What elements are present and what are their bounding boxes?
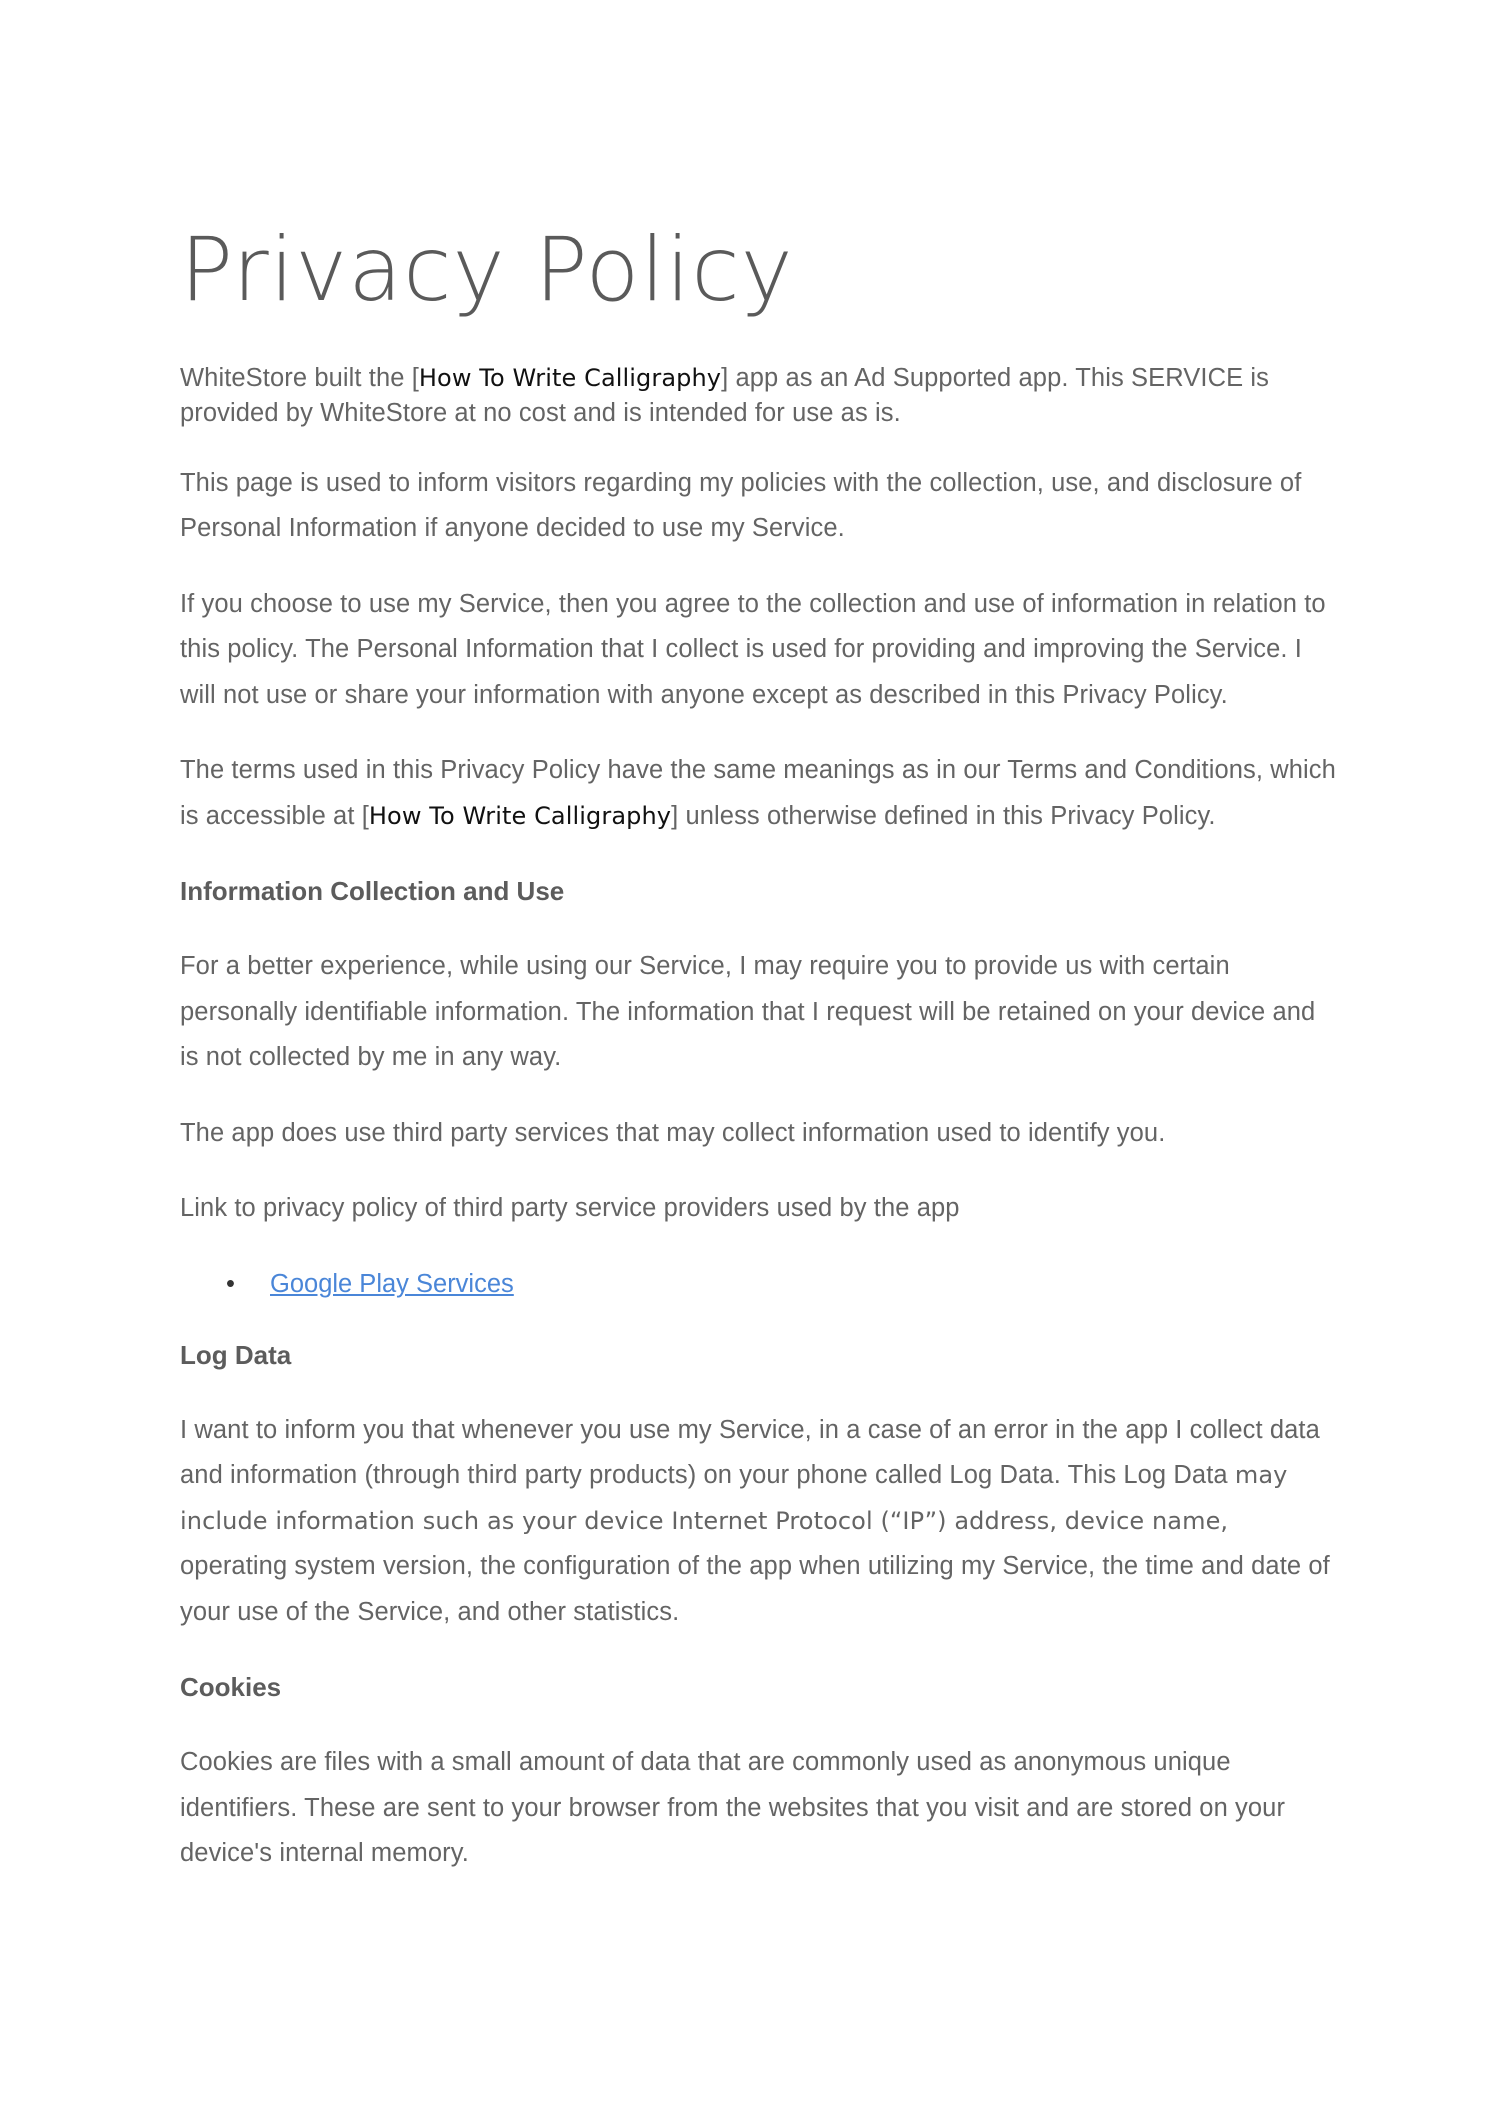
section-heading-information-collection: Information Collection and Use [180,876,565,907]
section-heading-cookies: Cookies [180,1672,282,1703]
list-item [226,1262,1340,1307]
intro-paragraph [180,361,1340,431]
intro-text-post: ] app as an Ad Supported app. This SERVICE is provided by WhiteStore at no cost and is intended for use as is. [180,363,1270,427]
log-data-paragraph [180,1408,1340,1636]
intro-text-pre: WhiteStore built the [ [180,363,419,392]
page-title: Privacy Policy [180,218,794,321]
terms-text-pre: The terms used in this Privacy Policy have the same meanings as in our Terms and Conditions, which is accessible at [ [180,756,1336,830]
policy-paragraph: For a better experience, while using our Service, I may require you to provide us with certain personally identifiable information. The information that I request will be retained on your device and is not collected by me in any way. [180,952,1316,1072]
app-name: How To Write Calligraphy [418,363,722,392]
policy-paragraph: The app does use third party services that may collect information used to identify you. [180,1118,1166,1147]
log-data-text-post: operating system version, the configuration of the app when utilizing my Service, the time and date of your use of the Service, and other statistics. [180,1552,1330,1626]
section-heading-log-data: Log Data [180,1339,292,1370]
policy-paragraph: If you choose to use my Service, then you agree to the collection and use of information in relation to this policy. The Personal Information that I collect is used for providing and improving the Service. I will not use or share your information with anyone except as described in this Privacy Policy. [180,589,1326,709]
policy-paragraph: This page is used to inform visitors regarding my policies with the collection, use, and disclosure of Personal Information if anyone decided to use my Service. [180,468,1302,543]
log-data-text-pre: I want to inform you that whenever you use my Service, in a case of an error in the app I collect data and information (through third party products) on your phone called Log Data. This Log Data [180,1415,1320,1490]
policy-paragraph: Link to privacy policy of third party service providers used by the app [180,1194,960,1223]
google-play-services-link[interactable]: Google Play Services [270,1269,514,1298]
cookies-paragraph: Cookies are files with a small amount of data that are commonly used as anonymous unique identifiers. These are sent to your browser from the websites that you visit and are stored on your device's internal memory. [180,1748,1286,1868]
app-name: How To Write Calligraphy [368,801,672,830]
terms-paragraph [180,748,1340,839]
log-data-text-middle: may include information such as your device Internet Protocol (“IP”) address, device name, [180,1461,1288,1535]
bullet-icon: • [226,1269,235,1298]
terms-text-post: ] unless otherwise defined in this Privacy Policy. [671,801,1216,830]
document-page [180,218,1340,1907]
third-party-links-list [180,1262,1340,1307]
